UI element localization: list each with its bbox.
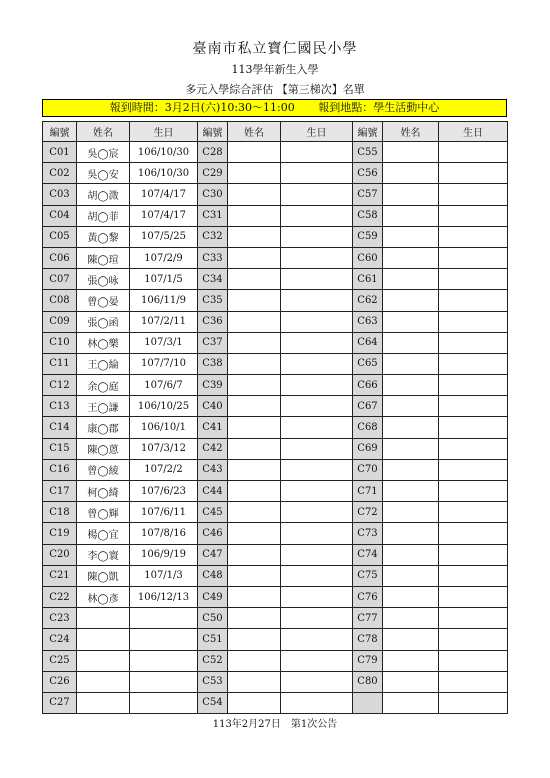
cell-id: C36	[198, 311, 228, 332]
cell-id: C19	[43, 523, 77, 544]
cell-id: C80	[353, 671, 383, 692]
cell-birthday: 107/2/2	[130, 459, 198, 480]
cell-birthday	[439, 692, 508, 713]
cell-birthday	[281, 184, 353, 205]
cell-name	[383, 163, 439, 184]
table-row	[43, 290, 508, 311]
announcement-footer: 113年2月27日 第1次公告	[212, 719, 338, 730]
cell-id: C66	[353, 375, 383, 396]
cell-id: C09	[43, 311, 77, 332]
cell-name	[228, 226, 281, 247]
cell-name	[228, 353, 281, 374]
cell-birthday: 106/10/30	[130, 142, 198, 163]
cell-birthday	[130, 671, 198, 692]
cell-birthday: 107/1/3	[130, 565, 198, 586]
cell-id: C77	[353, 608, 383, 629]
cell-birthday: 107/3/1	[130, 332, 198, 353]
col-header-name: 姓名	[383, 122, 439, 142]
cell-birthday: 106/10/25	[130, 396, 198, 417]
col-header-birthday: 生日	[130, 122, 198, 142]
school-title: 臺南市私立寶仁國民小學	[192, 41, 358, 57]
cell-id: C55	[353, 142, 383, 163]
cell-id: C30	[198, 184, 228, 205]
cell-id: C64	[353, 332, 383, 353]
cell-name	[228, 332, 281, 353]
cell-birthday	[281, 417, 353, 438]
cell-name: 吳◯宸	[77, 142, 130, 163]
cell-name: 康◯郡	[77, 417, 130, 438]
cell-name	[383, 396, 439, 417]
cell-id: C14	[43, 417, 77, 438]
cell-name	[383, 290, 439, 311]
cell-name: 胡◯菲	[77, 205, 130, 226]
cell-id: C63	[353, 311, 383, 332]
cell-id: C18	[43, 502, 77, 523]
cell-id: C73	[353, 523, 383, 544]
col-header-name: 姓名	[228, 122, 281, 142]
cell-birthday	[281, 459, 353, 480]
cell-name	[383, 586, 439, 607]
cell-id: C31	[198, 205, 228, 226]
cell-birthday: 106/11/9	[130, 290, 198, 311]
roster-table	[42, 121, 508, 714]
cell-id: C34	[198, 269, 228, 290]
cell-birthday	[439, 163, 508, 184]
cell-name: 楊◯宜	[77, 523, 130, 544]
cell-birthday: 107/3/12	[130, 438, 198, 459]
cell-birthday	[439, 544, 508, 565]
table-row	[43, 375, 508, 396]
cell-name: 林◯樂	[77, 332, 130, 353]
cell-id: C69	[353, 438, 383, 459]
cell-id: C08	[43, 290, 77, 311]
cell-name	[228, 459, 281, 480]
table-row	[43, 586, 508, 607]
cell-id: C06	[43, 247, 77, 268]
cell-name	[228, 608, 281, 629]
cell-name: 曾◯綾	[77, 459, 130, 480]
cell-id: C21	[43, 565, 77, 586]
cell-name	[383, 650, 439, 671]
cell-birthday	[281, 311, 353, 332]
table-row	[43, 650, 508, 671]
cell-name	[77, 629, 130, 650]
cell-name: 陳◯瑄	[77, 247, 130, 268]
cell-birthday: 106/10/30	[130, 163, 198, 184]
cell-birthday	[439, 142, 508, 163]
table-row	[43, 544, 508, 565]
cell-birthday	[439, 247, 508, 268]
cell-name	[383, 608, 439, 629]
cell-name	[383, 311, 439, 332]
cell-name	[383, 544, 439, 565]
cell-name	[383, 353, 439, 374]
cell-name: 林◯彥	[77, 586, 130, 607]
table-row	[43, 226, 508, 247]
cell-birthday	[439, 459, 508, 480]
cell-id: C05	[43, 226, 77, 247]
cell-name	[383, 375, 439, 396]
cell-birthday	[281, 142, 353, 163]
cell-id: C17	[43, 481, 77, 502]
table-row	[43, 629, 508, 650]
cell-id	[353, 692, 383, 713]
col-header-name: 姓名	[77, 122, 130, 142]
cell-id: C47	[198, 544, 228, 565]
cell-name	[383, 226, 439, 247]
table-row	[43, 481, 508, 502]
cell-name	[228, 290, 281, 311]
cell-name	[228, 184, 281, 205]
cell-birthday	[439, 269, 508, 290]
cell-id: C03	[43, 184, 77, 205]
cell-name	[383, 502, 439, 523]
cell-birthday	[439, 205, 508, 226]
cell-id: C75	[353, 565, 383, 586]
cell-name	[383, 205, 439, 226]
cell-birthday	[281, 586, 353, 607]
col-header-id: 編號	[198, 122, 228, 142]
cell-name	[77, 608, 130, 629]
cell-birthday	[281, 650, 353, 671]
cell-id: C51	[198, 629, 228, 650]
cell-birthday	[439, 417, 508, 438]
cell-id: C44	[198, 481, 228, 502]
cell-name	[228, 205, 281, 226]
roster-body	[43, 142, 508, 714]
cell-birthday	[439, 290, 508, 311]
cell-id: C28	[198, 142, 228, 163]
cell-name	[228, 586, 281, 607]
cell-birthday	[281, 205, 353, 226]
cell-birthday: 107/6/11	[130, 502, 198, 523]
cell-birthday: 107/7/10	[130, 353, 198, 374]
cell-id: C74	[353, 544, 383, 565]
cell-name	[383, 142, 439, 163]
cell-birthday	[439, 586, 508, 607]
cell-name	[228, 544, 281, 565]
cell-birthday: 107/8/16	[130, 523, 198, 544]
table-row	[43, 353, 508, 374]
cell-birthday: 107/1/5	[130, 269, 198, 290]
cell-id: C59	[353, 226, 383, 247]
cell-name	[228, 417, 281, 438]
table-row	[43, 417, 508, 438]
cell-birthday: 106/12/13	[130, 586, 198, 607]
cell-name	[383, 417, 439, 438]
cell-birthday	[130, 650, 198, 671]
cell-name: 胡◯溦	[77, 184, 130, 205]
table-row	[43, 247, 508, 268]
cell-birthday	[281, 247, 353, 268]
col-header-birthday: 生日	[439, 122, 508, 142]
cell-name: 陳◯蒽	[77, 438, 130, 459]
cell-birthday: 106/9/19	[130, 544, 198, 565]
col-header-id: 編號	[353, 122, 383, 142]
school-year-subtitle: 113學年新生入學	[231, 63, 319, 76]
cell-birthday	[281, 565, 353, 586]
cell-birthday	[281, 629, 353, 650]
cell-birthday	[439, 226, 508, 247]
table-row	[43, 269, 508, 290]
cell-birthday: 107/2/9	[130, 247, 198, 268]
cell-birthday	[439, 438, 508, 459]
cell-birthday	[130, 608, 198, 629]
table-row	[43, 438, 508, 459]
cell-id: C33	[198, 247, 228, 268]
cell-birthday	[281, 523, 353, 544]
table-row	[43, 608, 508, 629]
cell-name: 張◯函	[77, 311, 130, 332]
cell-birthday	[439, 608, 508, 629]
cell-birthday: 107/6/23	[130, 481, 198, 502]
cell-birthday	[439, 650, 508, 671]
cell-birthday	[439, 523, 508, 544]
cell-id: C39	[198, 375, 228, 396]
cell-name	[383, 671, 439, 692]
cell-id: C78	[353, 629, 383, 650]
cell-id: C60	[353, 247, 383, 268]
cell-id: C13	[43, 396, 77, 417]
cell-id: C57	[353, 184, 383, 205]
cell-id: C53	[198, 671, 228, 692]
table-row	[43, 332, 508, 353]
cell-id: C35	[198, 290, 228, 311]
cell-id: C32	[198, 226, 228, 247]
cell-id: C62	[353, 290, 383, 311]
cell-birthday	[439, 565, 508, 586]
cell-birthday	[281, 290, 353, 311]
cell-id: C41	[198, 417, 228, 438]
cell-id: C22	[43, 586, 77, 607]
checkin-time: 報到時間：3月2日(六)10:30～11:00	[109, 101, 295, 114]
cell-id: C56	[353, 163, 383, 184]
cell-id: C07	[43, 269, 77, 290]
cell-id: C46	[198, 523, 228, 544]
cell-birthday	[281, 608, 353, 629]
cell-birthday	[439, 629, 508, 650]
cell-name	[228, 142, 281, 163]
cell-id: C68	[353, 417, 383, 438]
cell-id: C37	[198, 332, 228, 353]
checkin-banner	[42, 99, 507, 117]
cell-name	[383, 247, 439, 268]
cell-name: 王◯綸	[77, 353, 130, 374]
cell-name	[77, 650, 130, 671]
cell-id: C26	[43, 671, 77, 692]
col-header-birthday: 生日	[281, 122, 353, 142]
table-row	[43, 671, 508, 692]
cell-id: C79	[353, 650, 383, 671]
cell-name	[383, 481, 439, 502]
cell-birthday	[281, 396, 353, 417]
cell-name	[383, 629, 439, 650]
cell-name	[228, 671, 281, 692]
cell-birthday	[439, 396, 508, 417]
cell-birthday	[439, 502, 508, 523]
cell-id: C25	[43, 650, 77, 671]
cell-name: 陳◯凱	[77, 565, 130, 586]
cell-id: C15	[43, 438, 77, 459]
cell-birthday	[281, 226, 353, 247]
cell-name	[228, 375, 281, 396]
cell-id: C27	[43, 692, 77, 713]
cell-id: C65	[353, 353, 383, 374]
cell-id: C43	[198, 459, 228, 480]
cell-name	[228, 692, 281, 713]
cell-name	[228, 247, 281, 268]
cell-name	[228, 565, 281, 586]
table-row	[43, 184, 508, 205]
cell-id: C52	[198, 650, 228, 671]
cell-birthday	[281, 438, 353, 459]
cell-name	[228, 523, 281, 544]
header-row	[43, 122, 508, 142]
table-row	[43, 692, 508, 713]
cell-name: 李◯寰	[77, 544, 130, 565]
cell-id: C38	[198, 353, 228, 374]
cell-id: C02	[43, 163, 77, 184]
cell-birthday: 107/4/17	[130, 184, 198, 205]
table-row	[43, 502, 508, 523]
cell-birthday	[281, 375, 353, 396]
cell-name	[383, 332, 439, 353]
cell-birthday	[130, 629, 198, 650]
cell-id: C40	[198, 396, 228, 417]
table-row	[43, 396, 508, 417]
table-row	[43, 459, 508, 480]
cell-birthday	[439, 353, 508, 374]
cell-id: C24	[43, 629, 77, 650]
cell-id: C72	[353, 502, 383, 523]
cell-id: C23	[43, 608, 77, 629]
cell-id: C45	[198, 502, 228, 523]
cell-name	[228, 396, 281, 417]
cell-id: C20	[43, 544, 77, 565]
cell-name: 余◯庭	[77, 375, 130, 396]
cell-name: 黃◯黎	[77, 226, 130, 247]
cell-name: 柯◯綺	[77, 481, 130, 502]
cell-id: C67	[353, 396, 383, 417]
cell-birthday	[439, 375, 508, 396]
cell-id: C04	[43, 205, 77, 226]
cell-name	[228, 311, 281, 332]
cell-id: C71	[353, 481, 383, 502]
list-title: 多元入學綜合評估 【第三梯次】名單	[185, 83, 365, 96]
cell-name	[383, 438, 439, 459]
cell-name: 張◯咏	[77, 269, 130, 290]
cell-id: C48	[198, 565, 228, 586]
cell-name	[228, 650, 281, 671]
cell-birthday: 107/4/17	[130, 205, 198, 226]
cell-id: C01	[43, 142, 77, 163]
cell-name	[383, 269, 439, 290]
table-row	[43, 311, 508, 332]
cell-name	[383, 565, 439, 586]
cell-id: C49	[198, 586, 228, 607]
cell-name	[383, 692, 439, 713]
cell-id: C58	[353, 205, 383, 226]
cell-birthday	[281, 544, 353, 565]
cell-id: C16	[43, 459, 77, 480]
cell-name	[383, 184, 439, 205]
cell-name	[77, 692, 130, 713]
cell-id: C61	[353, 269, 383, 290]
cell-id: C70	[353, 459, 383, 480]
cell-birthday	[439, 481, 508, 502]
cell-birthday: 107/5/25	[130, 226, 198, 247]
cell-birthday	[281, 332, 353, 353]
cell-birthday: 107/2/11	[130, 311, 198, 332]
cell-name	[228, 163, 281, 184]
table-row	[43, 565, 508, 586]
cell-birthday	[439, 184, 508, 205]
cell-id: C29	[198, 163, 228, 184]
cell-birthday	[281, 481, 353, 502]
checkin-place: 報到地點：學生活動中心	[318, 101, 440, 114]
cell-birthday	[281, 502, 353, 523]
cell-id: C11	[43, 353, 77, 374]
cell-birthday	[281, 692, 353, 713]
cell-birthday: 107/6/7	[130, 375, 198, 396]
cell-name	[228, 629, 281, 650]
cell-id: C54	[198, 692, 228, 713]
cell-id: C12	[43, 375, 77, 396]
col-header-id: 編號	[43, 122, 77, 142]
cell-birthday: 106/10/1	[130, 417, 198, 438]
cell-birthday	[281, 353, 353, 374]
cell-name	[228, 481, 281, 502]
cell-name: 曾◯晏	[77, 290, 130, 311]
cell-id: C76	[353, 586, 383, 607]
cell-name	[77, 671, 130, 692]
cell-name	[228, 438, 281, 459]
cell-name	[383, 459, 439, 480]
cell-id: C50	[198, 608, 228, 629]
cell-name	[383, 523, 439, 544]
cell-name	[228, 269, 281, 290]
table-row	[43, 523, 508, 544]
cell-birthday	[439, 332, 508, 353]
table-row	[43, 163, 508, 184]
cell-birthday	[281, 269, 353, 290]
cell-name	[228, 502, 281, 523]
cell-id: C10	[43, 332, 77, 353]
cell-name: 吳◯安	[77, 163, 130, 184]
cell-id: C42	[198, 438, 228, 459]
cell-birthday	[130, 692, 198, 713]
table-row	[43, 142, 508, 163]
cell-name: 王◯謙	[77, 396, 130, 417]
cell-birthday	[281, 671, 353, 692]
cell-name: 曾◯輝	[77, 502, 130, 523]
cell-birthday	[439, 671, 508, 692]
cell-birthday	[439, 311, 508, 332]
cell-birthday	[281, 163, 353, 184]
table-row	[43, 205, 508, 226]
